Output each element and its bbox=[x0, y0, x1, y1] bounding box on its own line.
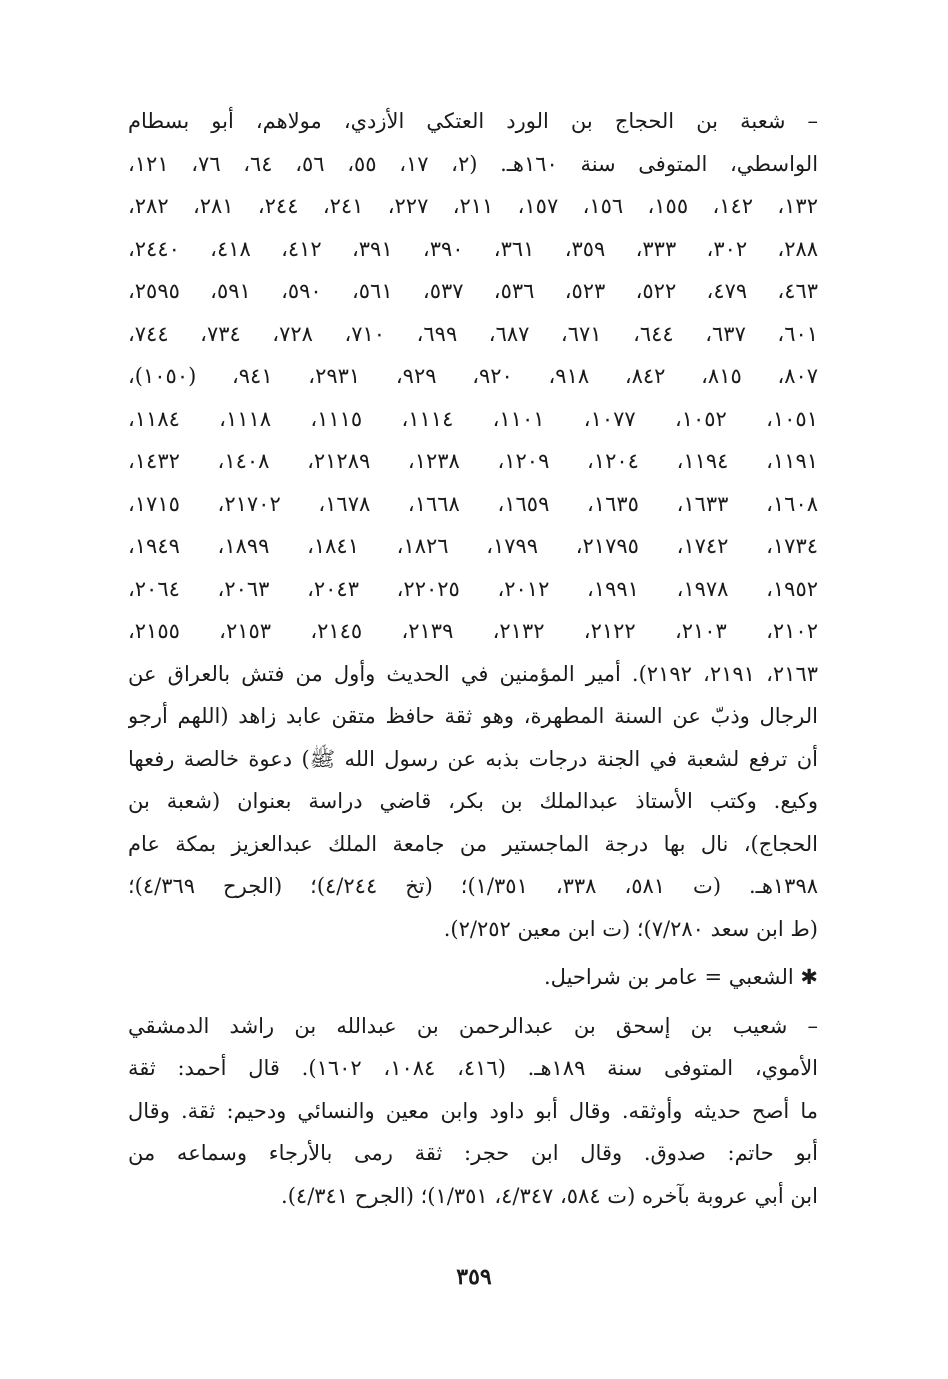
text-line: ١٣٩٨هـ. (ت ٥٨١، ٣٣٨، ١/٣٥١)؛ (تخ ٤/٢٤٤)؛ (الجرح ٤/٣٦٩)؛ bbox=[128, 874, 818, 898]
entry-shuayb-ibn-ishaq bbox=[128, 1005, 818, 1218]
text-line: ١٣٢، ١٤٢، ١٥٥، ١٥٦، ١٥٧، ٢١١، ٢٢٧، ٢٤١، ٢٤٤، ٢٨١، ٢٨٢، bbox=[128, 194, 818, 218]
text-line: وكيع. وكتب الأستاذ عبدالملك بن بكر، قاضي دراسة بعنوان (شعبة بن bbox=[128, 789, 818, 813]
text-line: ✱ الشعبي = عامر بن شراحيل. bbox=[543, 965, 818, 989]
text-line: ٦٠١، ٦٣٧، ٦٤٤، ٦٧١، ٦٨٧، ٦٩٩، ٧١٠، ٧٢٨، ٧٣٤، ٧٤٤، bbox=[128, 321, 818, 346]
text-line: ١٦٠٨، ١٦٣٣، ١٦٣٥، ١٦٥٩، ١٦٦٨، ١٦٧٨، ٢١٧٠٢، ١٧١٥، bbox=[128, 491, 818, 516]
text-line: ٤٦٣، ٤٧٩، ٥٢٢، ٥٢٣، ٥٣٦، ٥٣٧، ٥٦١، ٥٩٠، ٥٩١، ٢٥٩٥، bbox=[128, 279, 818, 303]
text-line: ٢١٠٢، ٢١٠٣، ٢١٢٢، ٢١٣٢، ٢١٣٩، ٢١٤٥، ٢١٥٣، ٢١٥٥، bbox=[128, 619, 818, 643]
page-body bbox=[128, 100, 818, 1223]
page-number: ٣٥٩ bbox=[456, 1264, 492, 1290]
text-line: أبو حاتم: صدوق. وقال ابن حجر: ثقة رمى بالأرجاء وسماعه من bbox=[128, 1141, 818, 1165]
text-line: ٢٨٨، ٣٠٢، ٣٣٣، ٣٥٩، ٣٦١، ٣٩٠، ٣٩١، ٤١٢، ٤١٨، ٢٤٤٠، bbox=[128, 236, 818, 261]
text-line: ١٩٥٢، ١٩٧٨، ١٩٩١، ٢٠١٢، ٢٢٠٢٥، ٢٠٤٣، ٢٠٦٣، ٢٠٦٤، bbox=[128, 576, 818, 601]
text-line: ابن أبي عروبة بآخره (ت ٥٨٤، ٤/٣٤٧، ١/٣٥١)؛ (الجرح ٤/٣٤١). bbox=[281, 1183, 818, 1208]
text-line: ما أصح حديثه وأوثقه. وقال أبو داود وابن معين والنسائي ودحيم: ثقة. وقال bbox=[128, 1098, 818, 1123]
text-line: أن ترفع لشعبة في الجنة درجات بذبه عن رسول الله ﷺ) دعوة خالصة رفعها bbox=[128, 746, 818, 771]
text-line: (ط ابن سعد ٧/٢٨٠)؛ (ت ابن معين ٢/٢٥٢). bbox=[443, 916, 818, 941]
text-line: ٢١٦٣، ٢١٩١، ٢١٩٢). أمير المؤمنين في الحديث وأول من فتش بالعراق عن bbox=[128, 661, 818, 686]
text-line: ٨٠٧، ٨١٥، ٨٤٢، ٩١٨، ٩٢٠، ٩٢٩، ٢٩٣١، ٩٤١، (١٠٥٠)، bbox=[128, 364, 818, 388]
text-line: الأموي، المتوفى سنة ١٨٩هـ. (٤١٦، ١٠٨٤، ١٦٠٢). قال أحمد: ثقة bbox=[128, 1056, 818, 1080]
text-line: ١٠٥١، ١٠٥٢، ١٠٧٧، ١١٠١، ١١١٤، ١١١٥، ١١١٨، ١١٨٤، bbox=[128, 406, 818, 431]
entry-shuba-ibn-al-hajjaj bbox=[128, 100, 818, 950]
entry-al-shabi bbox=[128, 956, 818, 999]
text-line: ١٧٣٤، ١٧٤٢، ٢١٧٩٥، ١٧٩٩، ١٨٢٦، ١٨٤١، ١٨٩٩، ١٩٤٩، bbox=[128, 534, 818, 558]
text-line: الرجال وذبّ عن السنة المطهرة، وهو ثقة حافظ متقن عابد زاهد (اللهم أرجو bbox=[128, 704, 818, 728]
text-line: الواسطي، المتوفى سنة ١٦٠هـ. (٢، ١٧، ٥٥، ٥٦، ٦٤، ٧٦، ١٢١، bbox=[128, 151, 818, 176]
text-line: الحجاج)، نال بها درجة الماجستير من جامعة الملك عبدالعزيز بمكة عام bbox=[128, 831, 818, 856]
text-line: – شعبة بن الحجاج بن الورد العتكي الأزدي، مولاهم، أبو بسطام bbox=[128, 109, 818, 133]
text-line: ١١٩١، ١١٩٤، ١٢٠٤، ١٢٠٩، ١٢٣٨، ٢١٢٨٩، ١٤٠٨، ١٤٣٢، bbox=[128, 449, 818, 473]
text-line: – شعيب بن إسحق بن عبدالرحمن بن عبدالله بن راشد الدمشقي bbox=[128, 1013, 818, 1038]
